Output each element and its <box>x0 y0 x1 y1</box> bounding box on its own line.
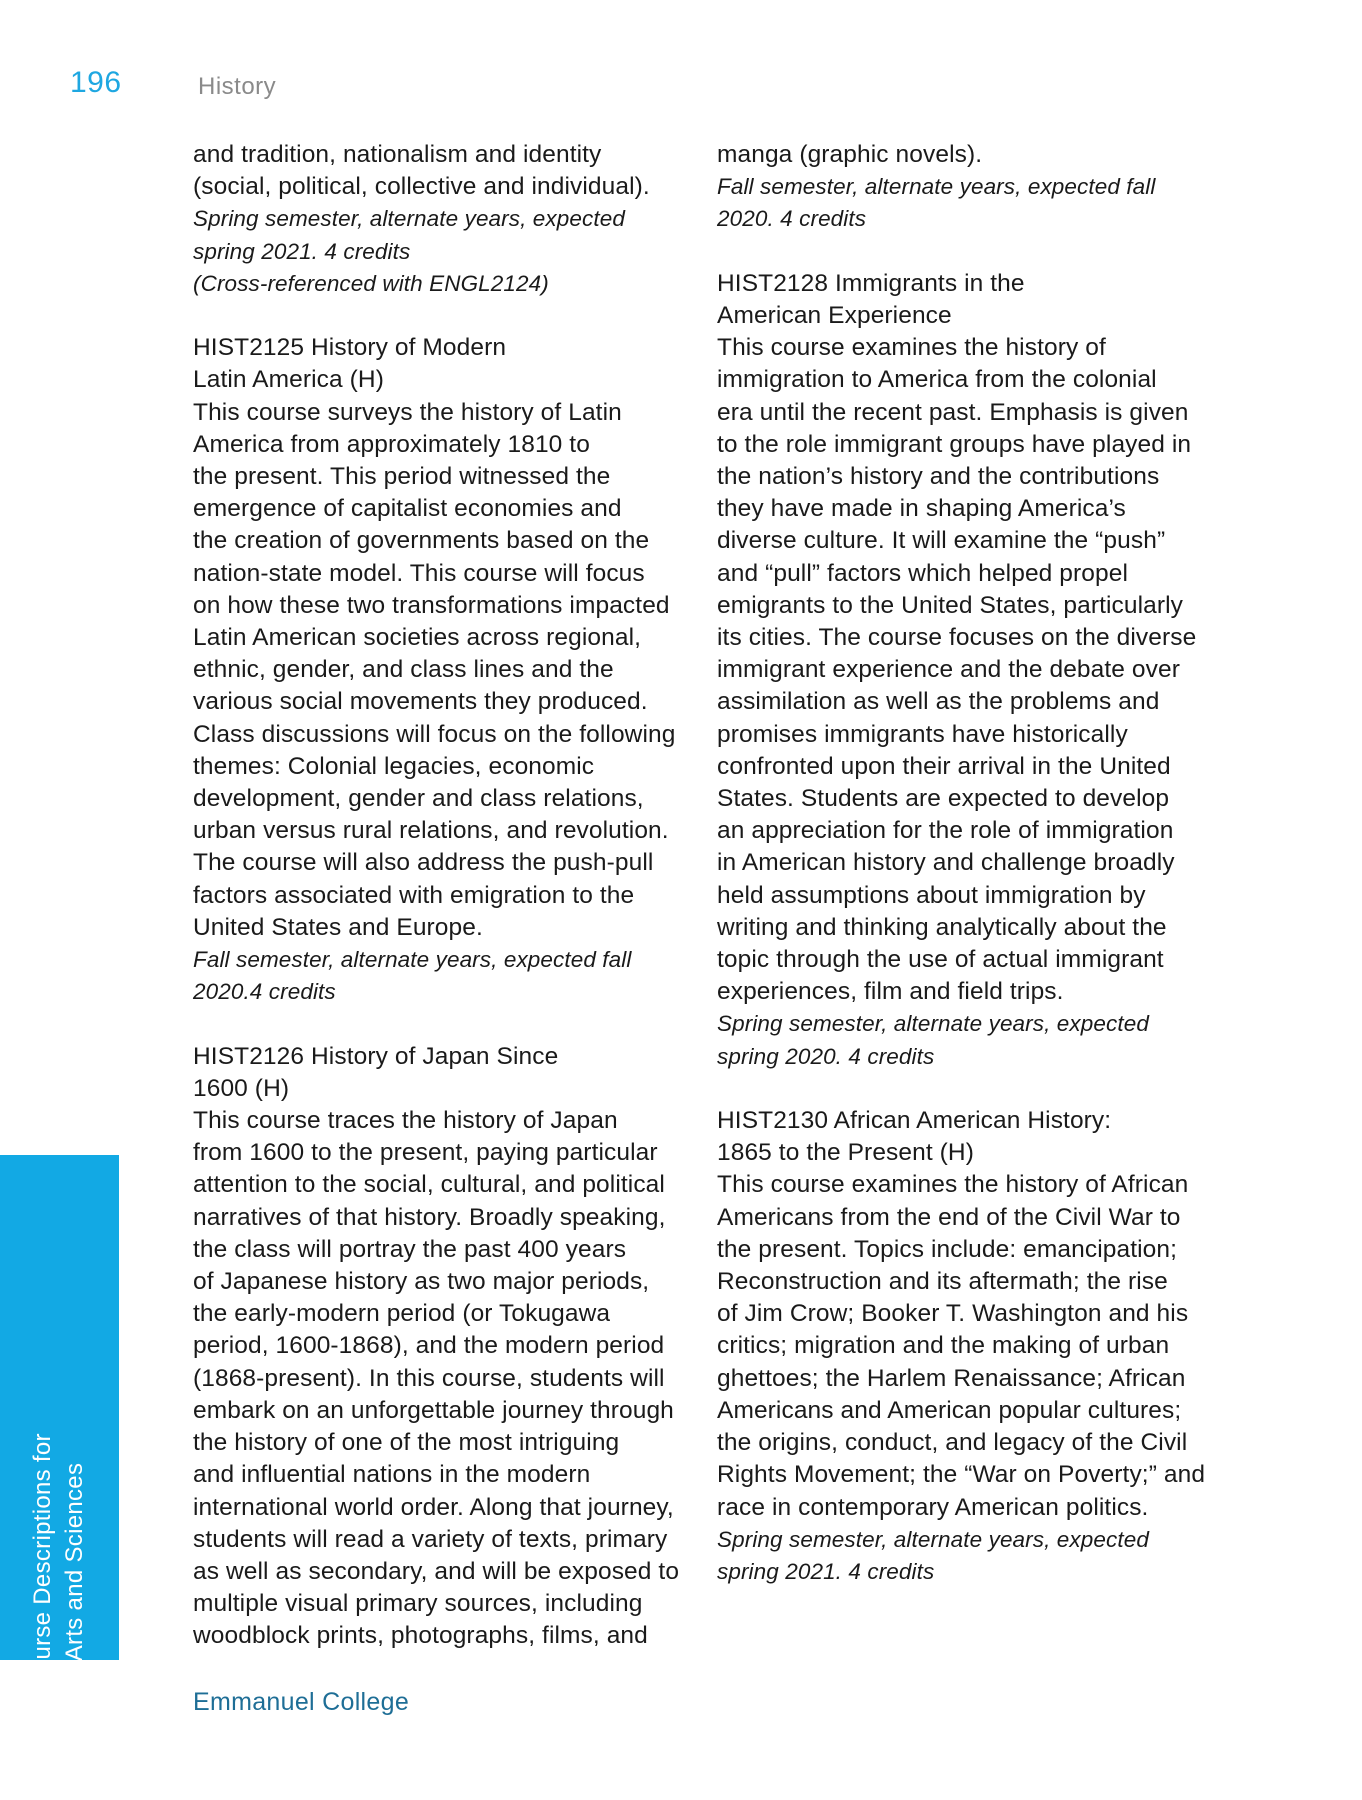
text-line: This course examines the history of <box>717 334 1106 362</box>
text-line: nation-state model. This course will focus <box>193 559 645 587</box>
meta-line: Fall semester, alternate years, expected fall <box>717 174 1156 200</box>
text-line: urban versus rural relations, and revolution. <box>193 817 669 845</box>
text-line: the present. Topics include: emancipation; <box>717 1235 1177 1263</box>
text-line: development, gender and class relations, <box>193 785 644 813</box>
text-line: diverse culture. It will examine the “push” <box>717 527 1166 555</box>
text-line: Class discussions will focus on the following <box>193 720 676 748</box>
text-line: the present. This period witnessed the <box>193 463 611 491</box>
continued-meta <box>193 203 693 300</box>
course-title: 1865 to the Present (H) <box>717 1139 974 1167</box>
course-description <box>193 397 693 944</box>
text-line: the creation of governments based on the <box>193 527 650 555</box>
text-line: Latin American societies across regional, <box>193 624 642 652</box>
text-line: attention to the social, cultural, and political <box>193 1171 665 1199</box>
course-meta <box>717 1524 1217 1588</box>
continued-text <box>193 139 693 203</box>
course-description <box>717 332 1217 1008</box>
text-line: period, 1600-1868), and the modern period <box>193 1332 665 1360</box>
text-line: international world order. Along that journey, <box>193 1493 674 1521</box>
section-tab-line: Course Descriptions for <box>29 1433 56 1691</box>
course-title: HIST2126 History of Japan Since <box>193 1042 559 1070</box>
text-line: of Jim Crow; Booker T. Washington and his <box>717 1300 1189 1328</box>
text-line: writing and thinking analytically about the <box>717 913 1167 941</box>
text-line: as well as secondary, and will be exposed to <box>193 1557 680 1585</box>
text-line: emergence of capitalist economies and <box>193 495 622 523</box>
text-line: and “pull” factors which helped propel <box>717 559 1129 587</box>
text-line: various social movements they produced. <box>193 688 648 716</box>
text-line: emigrants to the United States, particularly <box>717 591 1184 619</box>
right-column <box>717 139 1217 1588</box>
text-line: to the role immigrant groups have played in <box>717 430 1192 458</box>
text-line: America from approximately 1810 to <box>193 430 590 458</box>
text-line: of Japanese history as two major periods, <box>193 1268 650 1296</box>
continued-meta <box>717 171 1217 235</box>
text-line: This course surveys the history of Latin <box>193 398 622 426</box>
text-line: narratives of that history. Broadly speaking, <box>193 1203 666 1231</box>
text-line: ethnic, gender, and class lines and the <box>193 656 614 684</box>
text-line: held assumptions about immigration by <box>717 881 1146 909</box>
meta-line: spring 2021. 4 credits <box>193 238 411 264</box>
text-line: topic through the use of actual immigrant <box>717 946 1164 974</box>
text-line: woodblock prints, photographs, films, and <box>193 1622 648 1650</box>
text-line: they have made in shaping America’s <box>717 495 1126 523</box>
meta-line: 2020.4 credits <box>193 979 336 1005</box>
continued-text <box>717 139 1217 171</box>
text-line: (social, political, collective and individual). <box>193 173 650 201</box>
course-description <box>193 1105 693 1652</box>
course-meta <box>193 944 693 1008</box>
meta-line: spring 2021. 4 credits <box>717 1558 935 1584</box>
meta-line: Spring semester, alternate years, expected <box>717 1011 1149 1037</box>
text-line: confronted upon their arrival in the United <box>717 752 1171 780</box>
text-line: the class will portray the past 400 years <box>193 1235 627 1263</box>
text-line: promises immigrants have historically <box>717 720 1128 748</box>
section-tab <box>0 1155 119 1691</box>
text-line: This course traces the history of Japan <box>193 1107 618 1135</box>
text-line: Americans and American popular cultures; <box>717 1396 1182 1424</box>
text-line: (1868-present). In this course, students will <box>193 1364 665 1392</box>
text-line: experiences, film and field trips. <box>717 978 1064 1006</box>
text-line: critics; migration and the making of urban <box>717 1332 1170 1360</box>
text-line: themes: Colonial legacies, economic <box>193 752 595 780</box>
text-line: on how these two transformations impacted <box>193 591 670 619</box>
text-line: This course examines the history of African <box>717 1171 1189 1199</box>
text-line: manga (graphic novels). <box>717 141 983 168</box>
course-title: American Experience <box>717 302 952 329</box>
text-line: race in contemporary American politics. <box>717 1493 1149 1521</box>
text-line: from 1600 to the present, paying particular <box>193 1139 658 1167</box>
meta-line: (Cross-referenced with ENGL2124) <box>193 270 549 296</box>
text-line: the nation’s history and the contributions <box>717 463 1160 491</box>
text-line: immigration to America from the colonial <box>717 366 1157 394</box>
text-line: States. Students are expected to develop <box>717 785 1170 813</box>
text-line: era until the recent past. Emphasis is given <box>717 398 1189 426</box>
course-title: HIST2125 History of Modern <box>193 334 507 362</box>
section-tab-label <box>27 1433 91 1691</box>
text-line: the early-modern period (or Tokugawa <box>193 1300 611 1328</box>
text-line: in American history and challenge broadly <box>717 849 1175 877</box>
course-description <box>717 1169 1217 1523</box>
footer-college-name: Emmanuel College <box>193 1688 410 1716</box>
course-hist2125 <box>193 332 693 1008</box>
meta-line: Spring semester, alternate years, expected <box>717 1526 1149 1552</box>
text-line: embark on an unforgettable journey through <box>193 1396 674 1424</box>
running-head: History <box>198 73 277 100</box>
course-meta <box>717 1008 1217 1072</box>
text-line: assimilation as well as the problems and <box>717 688 1160 716</box>
text-line: its cities. The course focuses on the diverse <box>717 624 1197 652</box>
text-line: students will read a variety of texts, primary <box>193 1525 668 1553</box>
text-line: United States and Europe. <box>193 913 483 941</box>
course-hist2126 <box>193 1041 693 1653</box>
course-hist2128 <box>717 268 1217 1073</box>
section-tab-line: Arts and Sciences <box>61 1462 88 1662</box>
course-title: Latin America (H) <box>193 366 384 394</box>
text-line: and influential nations in the modern <box>193 1461 591 1489</box>
text-line: Americans from the end of the Civil War to <box>717 1203 1181 1231</box>
text-line: ghettoes; the Harlem Renaissance; African <box>717 1364 1186 1392</box>
page-number: 196 <box>70 66 122 99</box>
text-line: immigrant experience and the debate over <box>717 656 1180 684</box>
text-line: Rights Movement; the “War on Poverty;” and <box>717 1461 1206 1489</box>
text-line: Reconstruction and its aftermath; the rise <box>717 1268 1168 1296</box>
meta-line: 2020. 4 credits <box>717 206 867 232</box>
text-line: the origins, conduct, and legacy of the Civil <box>717 1429 1188 1457</box>
left-column <box>193 139 693 1653</box>
text-line: and tradition, nationalism and identity <box>193 141 602 168</box>
text-line: an appreciation for the role of immigration <box>717 817 1174 845</box>
meta-line: spring 2020. 4 credits <box>717 1043 935 1069</box>
meta-line: Fall semester, alternate years, expected fall <box>193 947 632 973</box>
text-line: factors associated with emigration to the <box>193 881 635 909</box>
text-line: The course will also address the push-pull <box>193 849 654 877</box>
course-title: HIST2128 Immigrants in the <box>717 269 1025 297</box>
course-title: HIST2130 African American History: <box>717 1107 1112 1135</box>
course-title: 1600 (H) <box>193 1074 290 1102</box>
text-line: the history of one of the most intriguing <box>193 1429 620 1457</box>
text-line: multiple visual primary sources, including <box>193 1590 643 1618</box>
meta-line: Spring semester, alternate years, expected <box>193 206 625 232</box>
course-hist2130 <box>717 1105 1217 1588</box>
